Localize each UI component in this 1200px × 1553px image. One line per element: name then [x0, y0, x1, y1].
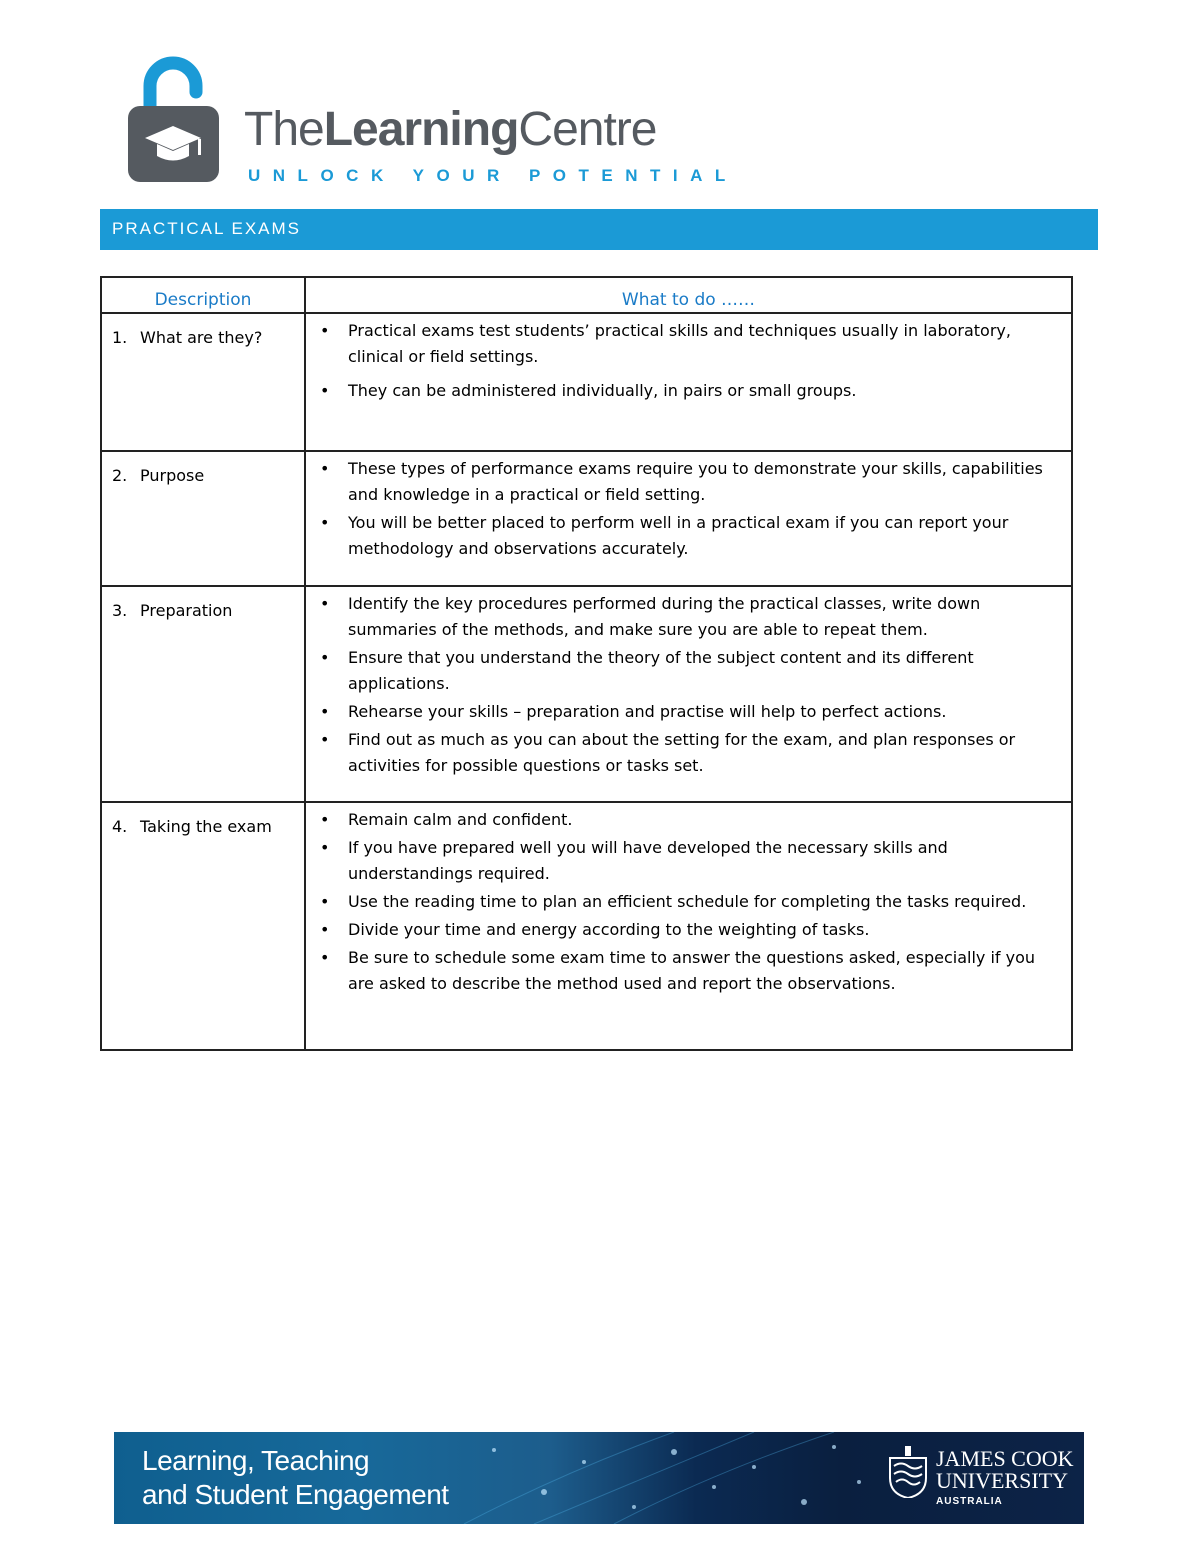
table-header-row: [101, 277, 1072, 313]
row-label: Purpose: [140, 466, 205, 485]
logo-word-learning: Learning: [323, 103, 519, 156]
row-description: [101, 802, 305, 1050]
footer-line-2: and Student Engagement: [142, 1479, 449, 1510]
logo-tagline: UNLOCK YOUR POTENTIAL: [248, 166, 738, 185]
row-description: [101, 313, 305, 451]
list-item: • Ensure that you understand the theory of the subject content and its different applications.: [318, 645, 1061, 697]
row-number: 3.: [112, 601, 128, 620]
practical-exams-table: [100, 276, 1073, 1051]
logo-word-centre: Centre: [518, 103, 657, 156]
footer-title: [142, 1444, 449, 1512]
university-name-line-2: UNIVERSITY: [936, 1468, 1068, 1493]
list-item: • These types of performance exams require you to demonstrate your skills, capabilities and knowledge in a practical or field setting.: [318, 456, 1061, 508]
row-label: Preparation: [140, 601, 233, 620]
row-number: 2.: [112, 466, 128, 485]
padlock-graduation-cap-icon: [126, 56, 221, 184]
university-name-line-1: JAMES COOK: [936, 1446, 1074, 1471]
learning-centre-logo: [126, 56, 738, 186]
list-item: • Practical exams test students’ practical skills and techniques usually in laboratory, clinical or field settings.: [318, 318, 1061, 370]
table-row: [101, 313, 1072, 451]
list-item: • Identify the key procedures performed during the practical classes, write down summaries of the methods, and make sure you are able to repeat them.: [318, 591, 1061, 643]
list-item: • They can be administered individually, in pairs or small groups.: [318, 378, 1061, 404]
logo-word-the: The: [244, 103, 324, 156]
university-country: AUSTRALIA: [936, 1496, 1003, 1507]
header-what-to-do: What to do ……: [305, 277, 1072, 313]
row-items: [305, 802, 1072, 1050]
list-item: • Use the reading time to plan an efficient schedule for completing the tasks required.: [318, 889, 1061, 915]
row-label: Taking the exam: [140, 817, 272, 836]
jcu-crest-icon: [886, 1444, 930, 1498]
row-items: [305, 313, 1072, 451]
list-item: • Rehearse your skills – preparation and practise will help to perfect actions.: [318, 699, 1061, 725]
footer-line-1: Learning, Teaching: [142, 1445, 370, 1476]
page-title-banner: PRACTICAL EXAMS: [100, 209, 1098, 250]
row-number: 1.: [112, 328, 128, 347]
university-name: [936, 1448, 1074, 1492]
footer-banner: [114, 1432, 1084, 1524]
logo-wordmark: [244, 103, 657, 156]
row-description: [101, 586, 305, 802]
row-number: 4.: [112, 817, 128, 836]
header-description: Description: [101, 277, 305, 313]
list-item: • Find out as much as you can about the setting for the exam, and plan responses or activities for possible questions or tasks set.: [318, 727, 1061, 779]
row-label: What are they?: [140, 328, 263, 347]
list-item: • You will be better placed to perform well in a practical exam if you can report your methodology and observations accurately.: [318, 510, 1061, 562]
table-row: [101, 802, 1072, 1050]
row-items: [305, 451, 1072, 586]
list-item: • Divide your time and energy according to the weighting of tasks.: [318, 917, 1061, 943]
row-items: [305, 586, 1072, 802]
list-item: • Be sure to schedule some exam time to answer the questions asked, especially if you are asked to describe the method used and report the observations.: [318, 945, 1061, 997]
table-row: [101, 586, 1072, 802]
table-row: [101, 451, 1072, 586]
list-item: • Remain calm and confident.: [318, 807, 1061, 833]
list-item: • If you have prepared well you will have developed the necessary skills and understandings required.: [318, 835, 1061, 887]
row-description: [101, 451, 305, 586]
